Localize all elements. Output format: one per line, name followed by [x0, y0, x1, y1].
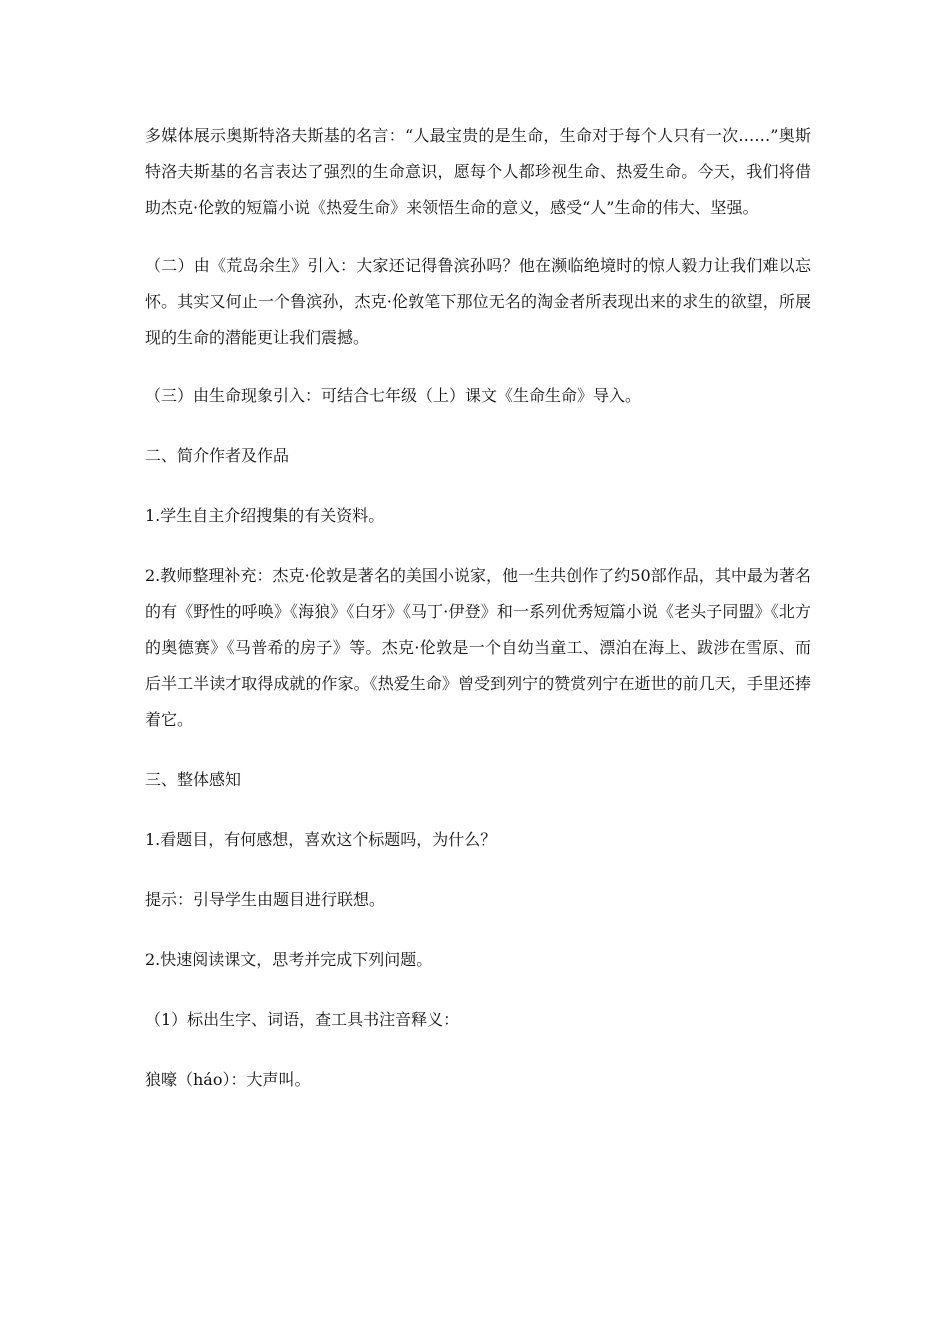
- vocab-entry: 狼嚎（háo）：大声叫。: [145, 1070, 311, 1089]
- intro-paragraph: 多媒体展示奥斯特洛夫斯基的名言：“人最宝贵的是生命，生命对于每个人只有一次……”奥斯特洛夫斯基的名言表达了强烈的生命意识，愿每个人都珍视生命、热爱生命。今天，我们将借助杰克·伦敦的短篇小说《热爱生命》来领悟生命的意义，感受“人”生命的伟大、坚强。: [145, 126, 811, 217]
- sub-item-1: （1）标出生字、词语，查工具书注音释义：: [145, 1010, 460, 1029]
- intro-method-2: （二）由《荒岛余生》引入：大家还记得鲁滨孙吗？他在濒临绝境时的惊人毅力让我们难以忘怀。其实又何止一个鲁滨孙，杰克·伦敦笔下那位无名的淘金者所表现出来的求生的欲望，所展现的生命的潜能更让我们震撼。: [145, 256, 811, 347]
- overall-item-1: 1.看题目，有何感想，喜欢这个标题吗，为什么？: [145, 830, 497, 849]
- author-item-1: 1.学生自主介绍搜集的有关资料。: [145, 506, 385, 525]
- overall-item-2: 2.快速阅读课文，思考并完成下列问题。: [145, 950, 433, 969]
- author-item-2: 2.教师整理补充：杰克·伦敦是著名的美国小说家，他一生共创作了约50部作品，其中最为著名的有《野性的呼唤》《海狼》《白牙》《马丁·伊登》和一系列优秀短篇小说《老头子同盟》《北方的奥德赛》《马普希的房子》等。杰克·伦敦是一个自幼当童工、漂泊在海上、跋涉在雪原、而后半工半读才取得成就的作家。《热爱生命》曾受到列宁的赞赏列宁在逝世的前几天，手里还捧着它。: [145, 566, 811, 729]
- section-heading-author: 二、简介作者及作品: [145, 446, 290, 465]
- hint-paragraph: 提示：引导学生由题目进行联想。: [145, 890, 386, 909]
- document-page: [145, 118, 811, 1098]
- section-heading-overall: 三、整体感知: [145, 770, 242, 789]
- intro-method-3: （三）由生命现象引入：可结合七年级（上）课文《生命生命》导入。: [145, 386, 642, 405]
